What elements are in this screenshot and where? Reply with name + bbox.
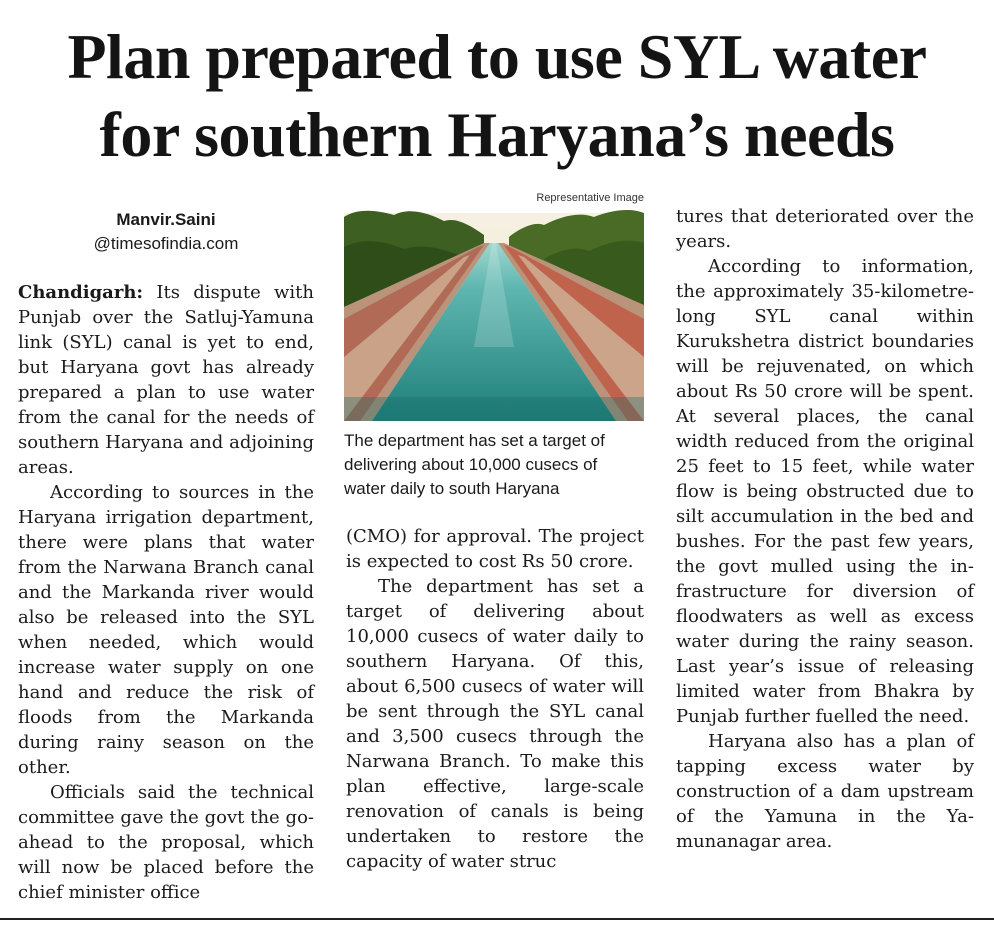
author-handle: @timesofindia.com <box>93 234 239 253</box>
image-credit: Representative Image <box>536 192 644 204</box>
paragraph: The department has set a target of delivering about 10,000 cusecs of water daily to southern Haryana. Of this, about 6,500 cusecs of water will be sent through the SYL canal and 3,500 cusecs through the Narwana Branch. To make this plan effective, large-scale renovation of canals is being undertaken to restore the capacity of water struc <box>346 576 644 872</box>
paragraph-text: Its dispute with Punjab over the Satluj-Yamuna link (SYL) canal is yet to end, but Haryana govt has already prepared a plan to use water from the canal for the needs of southern Haryana and adjoining areas. <box>18 282 314 478</box>
paragraph <box>18 280 314 480</box>
column-2 <box>346 524 644 874</box>
byline <box>18 208 314 256</box>
paragraph: tures that deteriorated over the years. <box>676 206 974 252</box>
author-name: Manvir.Saini <box>116 210 216 229</box>
paragraph: According to information, the approximately 35-kilometre-long SYL canal within Kurukshetra district boundaries will be rejuvenated, on which about Rs 50 crore will be spent. At several places, the canal width reduced from the original 25 feet to 15 feet, while water flow is being obstructed due to silt accumulation in the bed and bushes. For the past few years, the govt mulled using the infrastructure for diversion of floodwaters as well as excess water during the rainy season. Last year’s issue of releasing limited water from Bhakra by Punjab further fuelled the need. <box>676 256 974 727</box>
column-3 <box>676 204 974 854</box>
canal-photo <box>344 207 644 421</box>
dateline: Chandigarh: <box>18 282 144 303</box>
image-caption: The department has set a target of delivering about 10,000 cusecs of water daily to south Haryana <box>344 431 605 498</box>
column-1 <box>18 280 314 905</box>
photo-block <box>344 190 644 501</box>
headline-line-1: Plan prepared to use SYL water <box>67 21 927 92</box>
headline-line-2: for southern Haryana’s needs <box>99 99 895 170</box>
paragraph: Officials said the technical committee gave the govt the go-ahead to the proposal, which will now be placed before the chief minister office <box>18 782 314 903</box>
paragraph: Haryana also has a plan of tapping excess water by construction of a dam upstream of the Yamuna in the Yamunanagar area. <box>676 731 974 852</box>
paragraph: (CMO) for approval. The project is expected to cost Rs 50 crore. <box>346 526 644 572</box>
bottom-rule <box>0 918 994 920</box>
headline <box>0 18 994 174</box>
paragraph: According to sources in the Haryana irrigation department, there were plans that water from the Narwana Branch canal and the Markanda river would also be released into the SYL when needed, which would increase water supply on one hand and reduce the risk of floods from the Markanda during rainy season on the other. <box>18 482 314 778</box>
